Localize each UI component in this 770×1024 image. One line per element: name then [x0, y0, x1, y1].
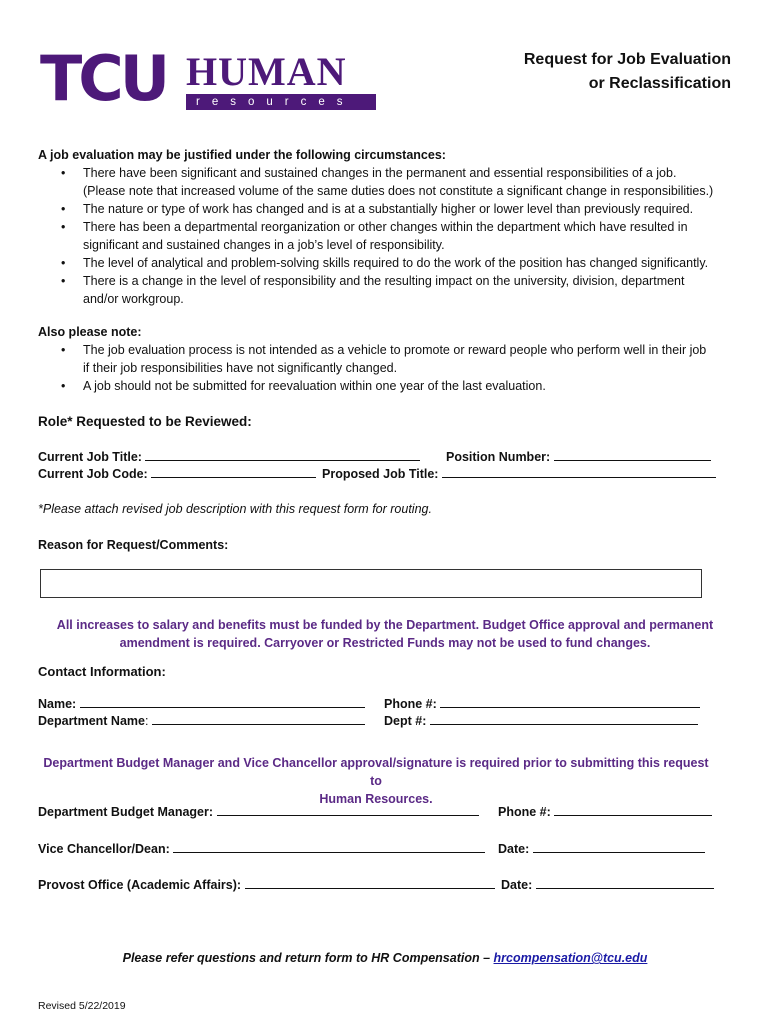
department-name-label: Department Name — [38, 714, 145, 728]
proposed-job-title-input[interactable] — [442, 465, 716, 478]
intro-bullet-1: • There have been significant and sustained changes in the permanent and essential responsibilities of a job. (Please note that increased volume of the same duties does not constitute a significant change in responsibilities.) — [38, 164, 738, 200]
title-line-2: or Reclassification — [588, 75, 731, 92]
note-bullet-2: • A job should not be submitted for reevaluation within one year of the last evaluation. — [38, 377, 738, 395]
current-job-title-input[interactable] — [145, 448, 420, 461]
dept-number-label: Dept #: — [384, 714, 427, 728]
current-job-title-row — [38, 448, 420, 466]
approval-notice-line-2: Human Resources. — [319, 792, 433, 806]
tcu-logo — [40, 44, 166, 108]
budget-manager-row — [38, 803, 479, 821]
intro-bullet-3: • There has been a departmental reorganization or other changes within the department which have resulted in significant and sustained changes in a job’s level of responsibility. — [38, 218, 738, 254]
page-title — [524, 48, 731, 96]
position-number-label: Position Number: — [446, 450, 551, 464]
funding-notice-line-1: All increases to salary and benefits must be funded by the Department. Budget Office approval and permanent — [56, 618, 714, 632]
provost-label: Provost Office (Academic Affairs): — [38, 878, 242, 892]
position-number-input[interactable] — [554, 448, 711, 461]
vice-chancellor-date-input[interactable] — [533, 840, 705, 853]
title-line-1: Request for Job Evaluation — [523, 51, 731, 68]
role-heading: Role* Requested to be Reviewed: — [38, 414, 252, 429]
funding-notice — [38, 616, 732, 652]
intro-bullet-list — [38, 164, 738, 308]
department-name-colon: : — [144, 714, 149, 728]
department-name-input[interactable] — [152, 712, 365, 725]
current-job-code-row — [38, 465, 316, 483]
position-number-row — [446, 448, 711, 466]
intro-heading: A job evaluation may be justified under the following circumstances: — [38, 148, 446, 162]
provost-input[interactable] — [245, 876, 495, 889]
revised-date: Revised 5/22/2019 — [38, 1000, 126, 1012]
reason-heading: Reason for Request/Comments: — [38, 538, 229, 552]
contact-phone-row — [384, 695, 700, 713]
vice-chancellor-row — [38, 840, 485, 858]
dept-number-row — [384, 712, 698, 730]
tcu-logo-text: TCU — [40, 44, 166, 108]
contact-phone-label: Phone #: — [384, 697, 437, 711]
vice-chancellor-date-row — [498, 840, 705, 858]
intro-bullet-4: • The level of analytical and problem-solving skills required to do the work of the position has changed significantly. — [38, 254, 738, 272]
current-job-title-label: Current Job Title: — [38, 450, 142, 464]
approval-notice — [38, 754, 714, 808]
hr-compensation-email-link[interactable]: hrcompensation@tcu.edu — [493, 951, 648, 965]
budget-manager-label: Department Budget Manager: — [38, 805, 214, 819]
contact-name-row — [38, 695, 365, 713]
human-resources-logo — [186, 49, 376, 110]
contact-name-input[interactable] — [80, 695, 365, 708]
vice-chancellor-input[interactable] — [173, 840, 485, 853]
attach-note: *Please attach revised job description with this request form for routing. — [38, 502, 432, 516]
proposed-job-title-row — [322, 465, 716, 483]
vice-chancellor-date-label: Date: — [498, 842, 530, 856]
contact-heading: Contact Information: — [38, 664, 166, 679]
footer-refer-text: Please refer questions and return form to HR Compensation – — [122, 951, 494, 965]
funding-notice-line-2: amendment is required. Carryover or Restricted Funds may not be used to fund changes. — [119, 636, 651, 650]
note-heading: Also please note: — [38, 325, 142, 339]
note-bullet-list — [38, 341, 738, 395]
current-job-code-input[interactable] — [151, 465, 316, 478]
budget-manager-input[interactable] — [217, 803, 479, 816]
resources-logo-bar: resources — [186, 94, 376, 110]
vice-chancellor-label: Vice Chancellor/Dean: — [38, 842, 170, 856]
dept-number-input[interactable] — [430, 712, 698, 725]
human-logo-word: HUMAN — [186, 49, 347, 94]
budget-manager-phone-label: Phone #: — [498, 805, 551, 819]
contact-phone-input[interactable] — [440, 695, 700, 708]
provost-date-input[interactable] — [536, 876, 714, 889]
contact-name-label: Name: — [38, 697, 77, 711]
reason-comments-input[interactable] — [40, 569, 702, 598]
provost-row — [38, 876, 495, 894]
provost-date-label: Date: — [501, 878, 533, 892]
department-name-row — [38, 712, 365, 730]
intro-bullet-5: • There is a change in the level of responsibility and the resulting impact on the university, division, department and/or workgroup. — [38, 272, 738, 308]
budget-manager-phone-row — [498, 803, 712, 821]
approval-notice-line-1: Department Budget Manager and Vice Chancellor approval/signature is required prior to submitting this request to — [43, 756, 709, 788]
current-job-code-label: Current Job Code: — [38, 467, 148, 481]
provost-date-row — [501, 876, 714, 894]
proposed-job-title-label: Proposed Job Title: — [322, 467, 439, 481]
note-bullet-1: • The job evaluation process is not intended as a vehicle to promote or reward people who perform well in their job if their job responsibilities have not significantly changed. — [38, 341, 738, 377]
intro-bullet-2: • The nature or type of work has changed and is at a substantially higher or lower level than previously required. — [38, 200, 738, 218]
footer-refer — [0, 949, 770, 967]
budget-manager-phone-input[interactable] — [554, 803, 712, 816]
